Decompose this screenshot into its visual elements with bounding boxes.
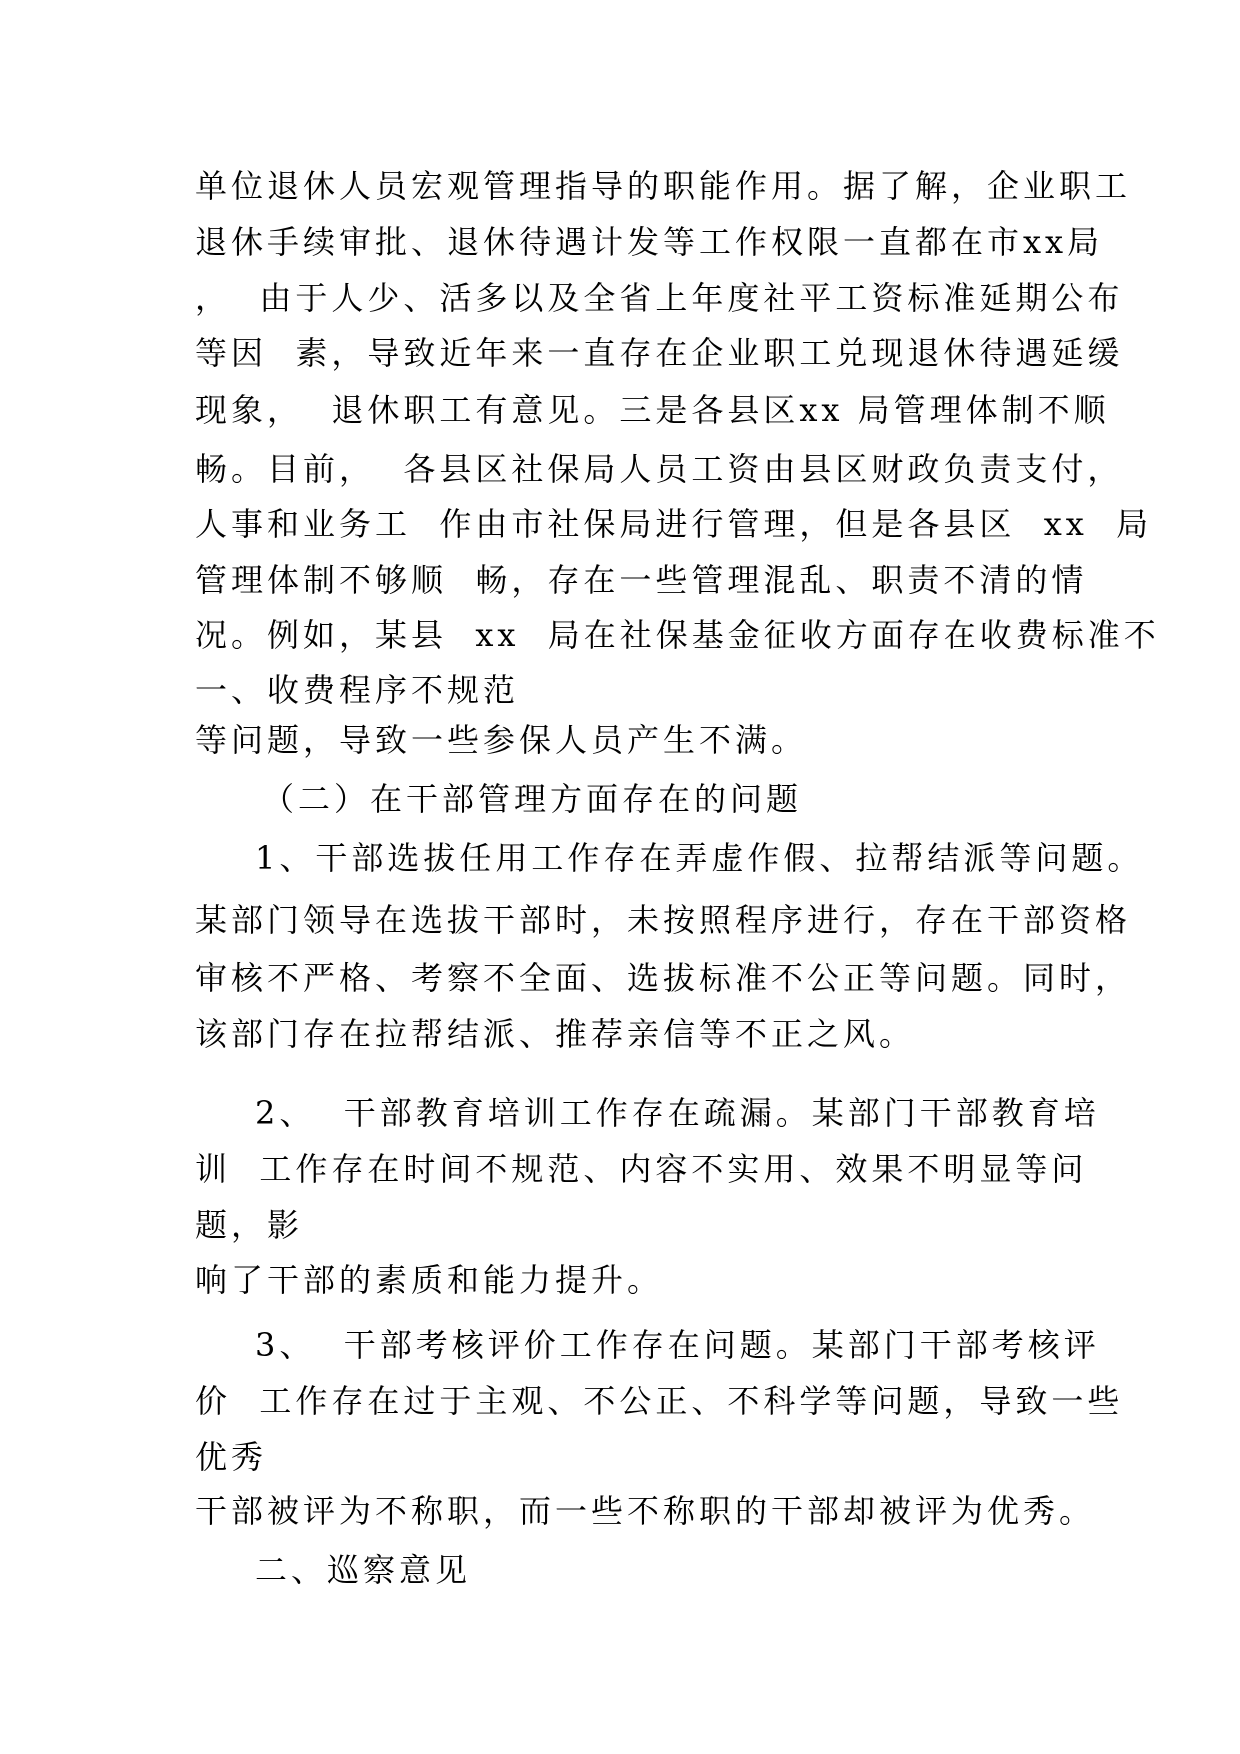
text-line: 况。例如，某县 xx 局在社保基金征收方面存在收费标准不	[195, 616, 1160, 654]
text-line: 题，影	[195, 1206, 304, 1244]
text-line: 1、干部选拔任用工作存在弄虚作假、拉帮结派等问题。	[255, 839, 1144, 877]
text-line: 3、 干部考核评价工作存在问题。某部门干部考核评	[255, 1326, 1100, 1364]
text-line: 单位退休人员宏观管理指导的职能作用。据了解，企业职工	[195, 167, 1132, 205]
text-line: 该部门存在拉帮结派、推荐亲信等不正之风。	[195, 1015, 916, 1053]
section-heading: 二、巡察意见	[255, 1551, 472, 1589]
text-line: 一、收费程序不规范	[195, 671, 520, 709]
text-line: 某部门领导在选拔干部时，未按照程序进行，存在干部资格	[195, 901, 1132, 939]
text-line: 等因 素，导致近年来一直存在企业职工兑现退休待遇延缓	[195, 334, 1124, 372]
text-line: 2、 干部教育培训工作存在疏漏。某部门干部教育培	[255, 1094, 1100, 1132]
text-line: 训 工作存在时间不规范、内容不实用、效果不明显等问	[195, 1150, 1088, 1188]
text-line: 管理体制不够顺 畅，存在一些管理混乱、职责不清的情	[195, 561, 1088, 599]
text-line: 响了干部的素质和能力提升。	[195, 1261, 664, 1299]
text-line: 干部被评为不称职，而一些不称职的干部却被评为优秀。	[195, 1492, 1096, 1530]
section-heading: （二）在干部管理方面存在的问题	[262, 780, 803, 818]
text-line: 畅。目前， 各县区社保局人员工资由县区财政负责支付，	[195, 450, 1124, 488]
text-line: 等问题，导致一些参保人员产生不满。	[195, 721, 808, 759]
text-line: 优秀	[195, 1438, 268, 1476]
text-line: 审核不严格、考察不全面、选拔标准不公正等问题。同时，	[195, 959, 1132, 997]
text-line: 现象， 退休职工有意见。三是各县区xx 局管理体制不顺	[195, 391, 1110, 429]
text-line: 退休手续审批、退休待遇计发等工作权限一直都在市xx局	[195, 223, 1104, 261]
text-line: ， 由于人少、活多以及全省上年度社平工资标准延期公布	[195, 279, 1124, 317]
text-line: 价 工作存在过于主观、不公正、不科学等问题，导致一些	[195, 1382, 1124, 1420]
text-line: 人事和业务工 作由市社保局进行管理，但是各县区 xx 局	[195, 505, 1153, 543]
